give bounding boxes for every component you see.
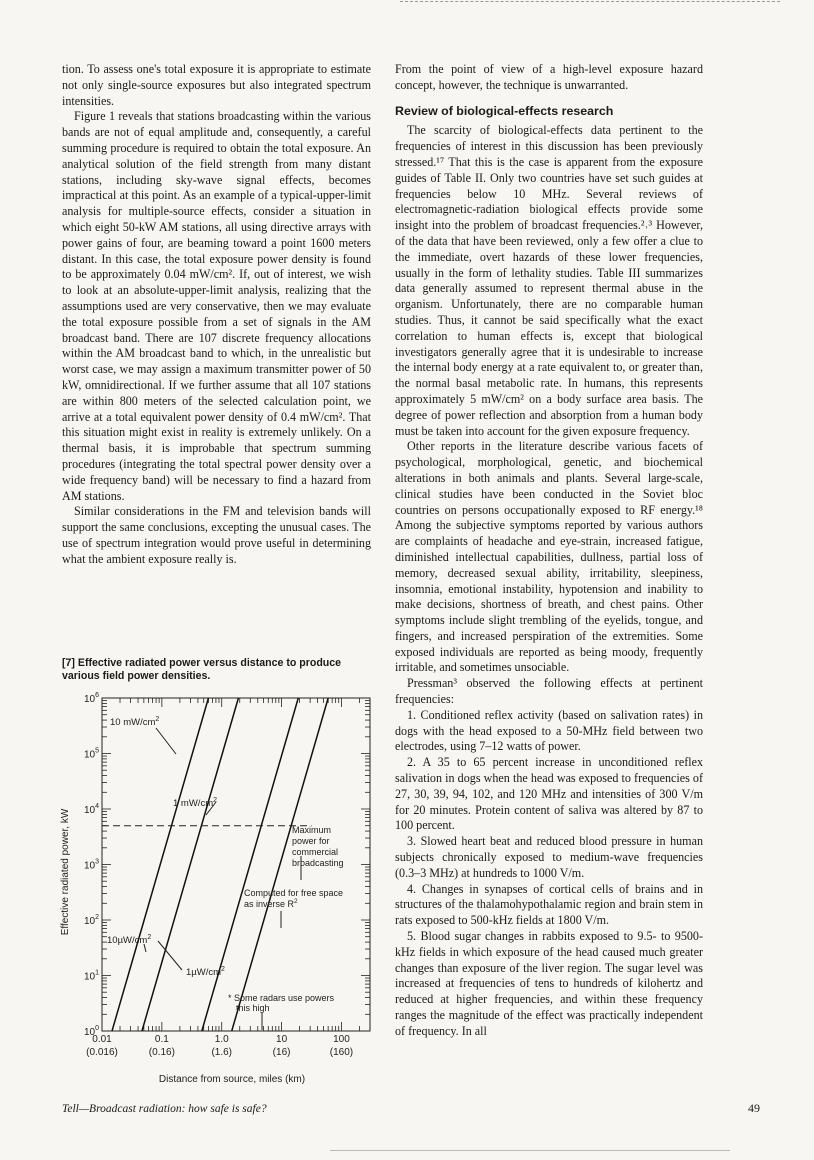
y-tick-exp: 3 [95,858,99,866]
x-tick-sublabel: (0.016) [86,1047,118,1058]
x-tick-label: 10 [276,1034,288,1045]
y-tick-base: 10 [83,749,96,761]
right-paragraph-2: The scarcity of biological-effects data pertinent to the frequencies of interest in this discussion has been previously stressed.¹⁷ That this is the case is apparent from the exposure guides of Table II. Only two countries have set such guides at frequencies below 10 MHz. Several reviews of electromagnetic-radiation biological effects provide some insight into the problem of broadcast frequencies.²˒³ However, of the data that have been reviewed, only a few offer a clue to the immediate, overt hazards of these lower frequencies, usually in the form of lethality studies. Table III summarizes data generally assumed to represent thermal abuse in the organism. Unfortunately, there are no comparable human studies. Thus, it cannot be said specifically what the exact correlation to human effects is, except that biological investigators generally agree that it is undesirable to increase the internal body energy at a rate equivalent to, or greater than, the normal basal metabolic rate. In humans, this represents approximately 5 mW/cm² on a body surface area basis. The degree of power reflection and absorption from a human body must be taken into account for the given exposure frequency. [395,123,703,438]
y-tick-label [84,748,99,761]
bottom-scan-rule [330,1150,730,1151]
y-tick-base: 10 [83,1027,96,1038]
svg-text:Maximum: Maximum [292,825,332,835]
y-tick-exp: 2 [95,914,99,921]
computed-note [244,888,343,909]
x-tick-sublabel: (16) [272,1047,291,1058]
x-tick-sublabel: (1.6) [211,1047,233,1058]
series-line-1 [142,698,238,1031]
label-10mw: 10 $mW/cm^2$ [110,716,160,728]
right-paragraph-1: From the point of view of a high-level exposure hazard concept, however, the technique is unwarranted. [395,62,703,92]
y-tick-exp: 4 [95,803,99,810]
right-paragraph-4: Pressman³ observed the following effects at pertinent frequencies: [395,676,703,707]
label-1uw: $1\mu W/cm^2$ [186,966,225,978]
svg-text:* Some radars use powers: * Some radars use powers [228,993,335,1003]
y-tick-label [84,859,99,872]
y-tick-base: 10 [83,694,96,705]
svg-text:power for: power for [292,836,330,846]
left-paragraph-2: Figure 1 reveals that stations broadcasting within the various bands are not of equal amplitude and, consequently, a careful summing procedure is required to obtain the total exposure. An analytical solution of the field strength from many distant stations, including sky-wave signal effects, becomes impractical at this point. As an example of a typical-upper-limit analysis for multiple-source effects, consider a situation in which eight 50-kW AM stations, all using directive arrays with power gains of four, are beaming toward a point 1600 meters distant. In this case, the total exposure power density is found to be approximately 0.04 mW/cm². If, out of interest, we wish to look at an absolute-upper-limit analysis, realizing that the assumptions used are very conservative, then we may evaluate the total exposure possible from a set of signals in the AM broadcast band. There are 107 discrete frequency allocations within the AM broadcast band to which, in the unrealistic but worst case, we may assign a maximum transmitter power of 50 kW, omnidirectional. If we further assume that all 107 stations are within 800 meters of the selected calculation point, we arrive at a total equivalent power density of 0.4 mW/cm². That this situation might exist in reality is extremely unlikely. On a thermal basis, it is improbable that spectrum summing procedures (integrating the total spectral power density over a wide frequency band) will be necessary to find a hazard from AM stations. [62,109,371,503]
x-tick-label: 100 [333,1034,350,1045]
left-paragraph-3: Similar considerations in the FM and television bands will support the same conclusions, excepting the unusual cases. The use of spectrum integration would prove useful in determining what the ambient exposure really is. [62,504,371,566]
radar-note [228,993,335,1013]
leader-line-0 [156,728,176,754]
y-tick-exp: 5 [95,747,99,755]
list-item-5: 5. Blood sugar changes in rabbits exposed to 9.5- to 9500-kHz fields in which exposure of the head caused much greater changes than exposure of the liver region. The sugar level was increased at frequencies of tens to hundreds of kilohertz and reduced at higher frequencies, and within these frequency ranges the magnitude of the effect was practically independent of frequency. In all [395,929,703,1038]
list-item-3: 3. Slowed heart beat and reduced blood pressure in human subjects chronically exposed to medium-wave frequencies (0.3–3 MHz) at hundreds to 1000 V/m. [395,834,703,880]
x-axis-label: Distance from source, miles (km) [158,1074,306,1085]
left-paragraph-1: tion. To assess one's total exposure it is appropriate to estimate not only single-source exposures but also integrated spectrum intensities. [62,62,371,108]
page-number: 49 [748,1101,760,1115]
svg-text:Computed for free space: Computed for free space [244,888,344,898]
y-tick-label [84,914,99,927]
y-axis-ticks [84,692,99,1038]
section-heading: Review of biological-effects research [395,103,614,118]
y-tick-base: 10 [83,805,96,816]
annotation-leader-lines [144,728,301,1030]
x-tick-label: 1.0 [214,1034,229,1045]
svg-text:commercial: commercial [292,847,339,857]
label-1mw: 1 $mW/cm^2$ [173,797,218,809]
y-tick-label [84,970,99,983]
x-tick-label: 0.01 [92,1034,112,1045]
svg-text:this high: this high [236,1003,270,1013]
max-power-label [292,825,344,868]
series-line-2 [202,698,298,1031]
y-tick-exp: 6 [95,692,99,699]
running-title: Tell—Broadcast radiation: how safe is safe? [62,1103,267,1115]
x-tick-sublabel: (0.16) [148,1047,175,1058]
right-paragraph-3: Other reports in the literature describe various facets of psychological, morphological, genetic, and biochemical alterations in both animals and plants. Several large-scale, clinical studies have been conducted in the Soviet bloc countries on persons occupationally exposed to RF energy.¹⁸ Among the subjective symptoms reported by various authors are complaints of headache and eye-strain, increased fatigue, diminished intellectual capabilities, dullness, partial loss of memory, decreased sexual ability, irritability, sleepiness, insomnia, emotional instability, hypotension and inability to make decisions, shortness of breath, and chest pains. Other symptoms include slight trembling of the eyelids, tongue, and fingers, and increased perspiration of the extremities. Some exposed individuals are reported as being moody, frequently irritable, and sometimes unsociable. [395,439,703,675]
list-item-4: 4. Changes in synapses of cortical cells of brains and in structures of the thalamohypothalamic region and brain stem in rats exposed to 500-kHz fields at 1800 V/m. [395,881,703,928]
y-tick-label [84,692,99,705]
svg-text:broadcasting: broadcasting [292,858,344,868]
y-tick-exp: 0 [95,1025,99,1032]
list-item-1: 1. Conditioned reflex activity (based on salivation rates) in dogs with the head exposed to a 50-MHz field between two electrodes, using 7–12 watts of power. [395,707,703,754]
x-tick-label: 0.1 [154,1034,169,1045]
series-line-0 [112,698,208,1031]
y-tick-label [84,803,99,816]
y-tick-base: 10 [83,916,96,927]
y-axis-label: Effective radiated power, kW [60,808,71,936]
list-item-2: 2. A 35 to 65 percent increase in unconditioned reflex salivation in dogs when the head was exposed to frequencies of 27, 30, 39, 94, 102, and 120 MHz and intensities of 300 V/m for 20 minutes. Protein content of saliva was altered by 87 to 100 percent. [395,755,703,833]
figure-chart [58,690,378,1090]
left-column [62,62,371,568]
y-tick-base: 10 [83,971,96,983]
svg-text:as inverse R2: as inverse $R^2$ [244,898,298,909]
label-10uw: $10\mu W/cm^2$ [107,934,152,946]
y-tick-exp: 1 [95,969,99,977]
top-scan-rule [400,1,780,3]
x-tick-sublabel: (160) [329,1047,354,1058]
y-tick-base: 10 [83,860,96,872]
right-column [395,62,703,1040]
figure-caption: [7] Effective radiated power versus distance to produce various field power densities. [62,657,342,682]
x-axis-ticks [86,1034,353,1058]
